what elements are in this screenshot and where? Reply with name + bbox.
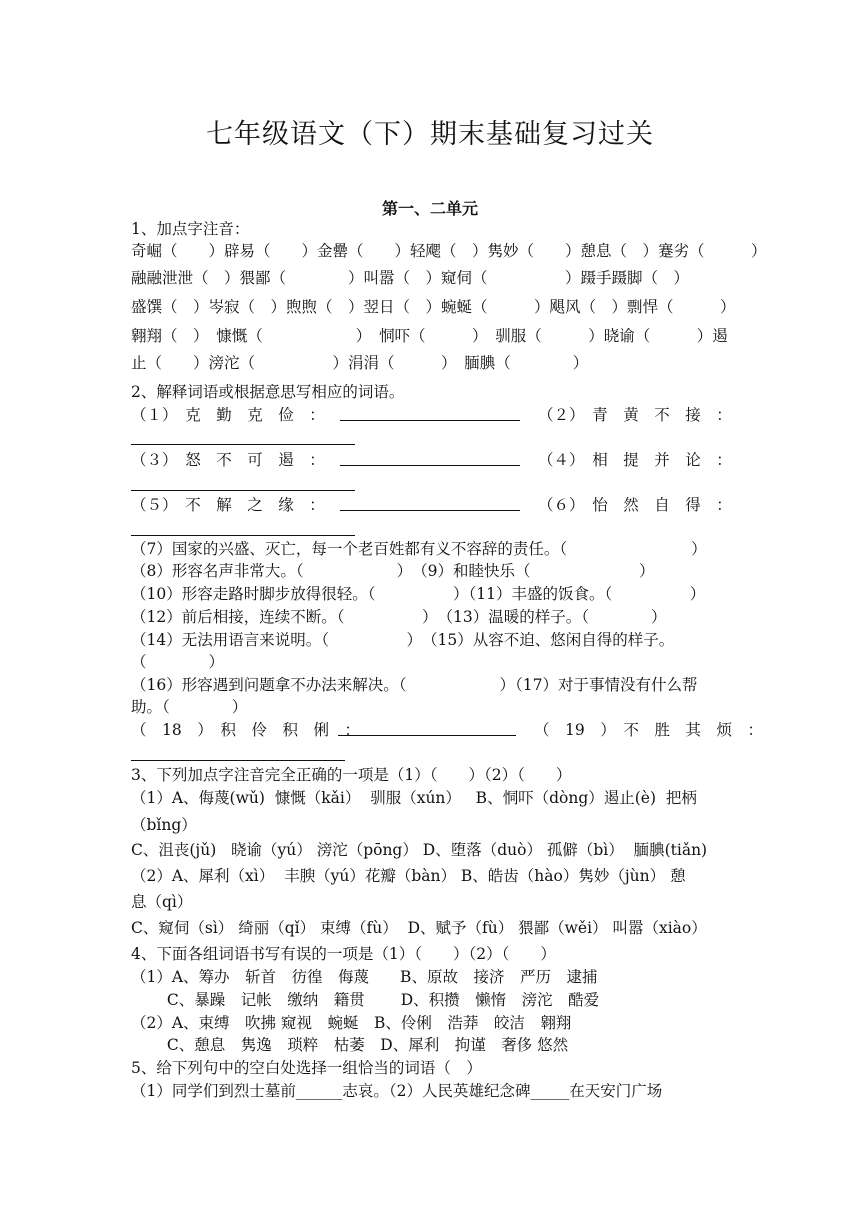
text-line: （10）形容走路时脚步放得很轻。（ ）（11）丰盛的饭食。（ ） [131, 585, 706, 603]
text-line: （14）无法用语言来说明。（ ） （15）从容不迫、悠闲自得的样子。 [131, 631, 675, 649]
q1-heading: 1、加点字注音： [131, 220, 250, 238]
text-line: C、窥伺（sì） 绮丽（qǐ） 束缚（fù） D、赋予（fù） 猥鄙（wěi） 叫嚣（xiào） [131, 919, 707, 937]
text-line: （ ） [131, 653, 225, 671]
text-line: 融融泄泄（ ）猥鄙（ ）叫嚣（ ）窥伺（ ）蹑手蹑脚（ ） [131, 269, 690, 287]
page-title: 七年级语文（下）期末基础复习过关 [206, 119, 654, 150]
answer-blank[interactable] [340, 494, 520, 511]
text-line: 助。（ ） [131, 698, 248, 716]
term-line: （３） 怒 不 可 遏 ： [131, 451, 325, 469]
q3-heading: 3、下列加点字注音完全正确的一项是（1）（ ）（2）（ ） [131, 766, 572, 784]
text-line: 盛馔（ ）岑寂（ ）煦煦（ ）翌日（ ）蜿蜒（ ）飓风（ ）剽悍（ ） [131, 298, 736, 316]
text-line: （7）国家的兴盛、灭亡，每一个老百姓都有义不容辞的责任。（ ） [131, 540, 707, 558]
text-line: C、憩息 隽逸 琐粹 枯萎 D、犀利 拘谨 奢侈 悠然 [131, 1036, 569, 1054]
q2-heading: 2、解释词语或根据意思写相应的词语。 [131, 383, 405, 401]
text-line: C、暴躁 记帐 缴纳 籍贯 D、积攒 懒惰 滂沱 酷爱 [131, 991, 600, 1009]
term-line: （６） 怡 然 自 得 ： [538, 496, 732, 514]
answer-blank[interactable] [338, 719, 516, 736]
answer-blank[interactable] [131, 428, 355, 445]
text-line: （1）A、侮蔑(wǔ) 慷慨（kǎi） 驯服（xún） B、恫吓（dòng）遏止(è) 把柄 [131, 789, 697, 807]
q4-heading: 4、下面各组词语书写有误的一项是（1）（ ）（2）（ ） [131, 945, 556, 963]
text-line: （16）形容遇到问题拿不办法来解决。（ ）（17）对于事情没有什么帮 [131, 676, 698, 694]
text-line: 奇崛（ ）辟易（ ）金罍（ ）轻飔（ ）隽妙（ ）憩息（ ）蹇劣（ ） [131, 242, 767, 260]
q5-heading: 5、给下列句中的空白处选择一组恰当的词语（ ） [131, 1059, 482, 1077]
text-line: （bǐng） [131, 816, 197, 834]
answer-blank[interactable] [131, 474, 355, 491]
term-line: （４） 相 提 并 论 ： [538, 451, 732, 469]
answer-blank[interactable] [131, 519, 355, 536]
text-line: （2）A、束缚 吹拂 窥视 蜿蜒 B、伶俐 浩莽 皎洁 翱翔 [131, 1014, 572, 1032]
term-line: （２） 青 黄 不 接 ： [538, 406, 732, 424]
text-line: C、沮丧(jǔ) 晓谕（yú） 滂沱（pōng） D、堕落（duò） 孤僻（bì） 腼腆(tiǎn) [131, 841, 708, 859]
term-line: （５） 不 解 之 缘 ： [131, 496, 325, 514]
section-title: 第一、二单元 [381, 199, 478, 218]
term-line: （ 19 ） 不 胜 其 烦 ： [534, 721, 763, 739]
text-line: （12）前后相接，连续不断。（ ） （13）温暖的样子。（ ） [131, 608, 667, 626]
term-line: （ 18 ） 积 伶 积 俐 ： [131, 721, 360, 739]
text-line: （2）A、犀利（xì） 丰腴（yú）花瓣（bàn） B、皓齿（hào）隽妙（jùn） 憩 [131, 867, 686, 885]
text-line: 止（ ）滂沱（ ）涓涓（ ） 腼腆（ ） [131, 354, 589, 372]
text-line: （1）同学们到烈士墓前______志哀。（2）人民英雄纪念碑_____在天安门广场 [131, 1082, 663, 1100]
text-line: （8）形容名声非常大。（ ） （9）和睦快乐（ ） [131, 562, 655, 580]
text-line: 息（qì） [131, 893, 193, 911]
answer-blank[interactable] [340, 404, 520, 421]
answer-blank[interactable] [131, 744, 345, 761]
text-line: （1）A、筹办 斩首 彷徨 侮蔑 B、原故 接济 严历 逮捕 [131, 968, 598, 986]
answer-blank[interactable] [340, 449, 520, 466]
term-line: （１） 克 勤 克 俭 ： [131, 406, 325, 424]
text-line: 翱翔（ ） 慷慨（ ） 恫吓（ ） 驯服（ ）晓谕（ ）遏 [131, 327, 728, 345]
